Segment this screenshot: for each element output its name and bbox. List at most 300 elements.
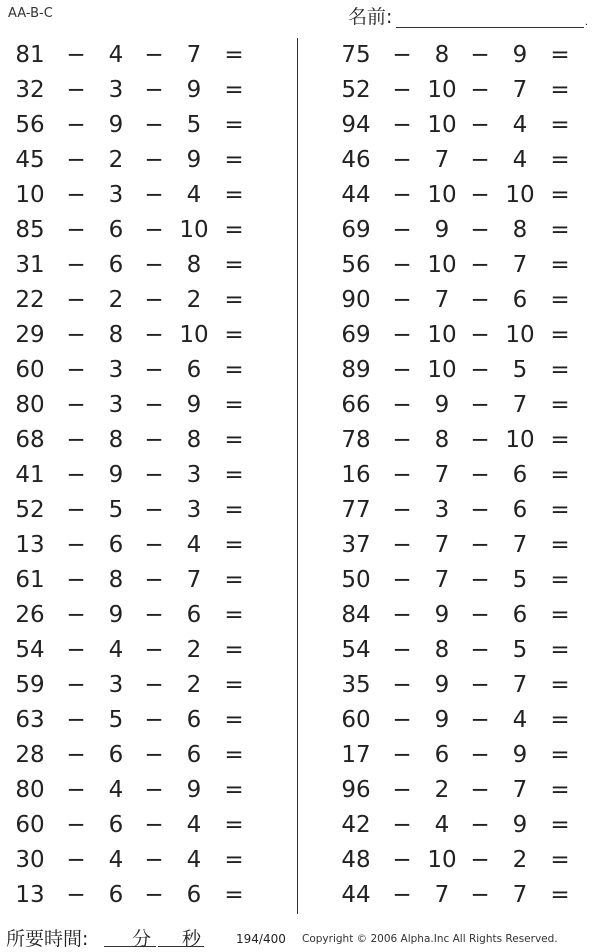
minuend: 17 [341, 742, 371, 768]
subtrahend-2: 5 [512, 637, 528, 663]
subtrahend-2: 6 [186, 707, 202, 733]
minuend: 26 [15, 602, 45, 628]
copyright: Copyright © 2006 Alpha.Inc All Rights Reserved. [302, 933, 558, 945]
subtrahend-2: 7 [512, 777, 528, 803]
problem-row [10, 703, 270, 738]
minus-sign: − [144, 287, 164, 313]
minus-sign: − [66, 707, 86, 733]
problem-row [336, 633, 596, 668]
equals-sign: = [550, 742, 570, 768]
subtrahend-1: 10 [427, 182, 457, 208]
minuend: 46 [341, 147, 371, 173]
minus-sign: − [470, 392, 490, 418]
minus-sign: − [470, 147, 490, 173]
minuend: 63 [15, 707, 45, 733]
minus-sign: − [144, 672, 164, 698]
subtrahend-2: 7 [512, 77, 528, 103]
subtrahend-2: 9 [186, 777, 202, 803]
minus-sign: − [392, 707, 412, 733]
minuend: 56 [15, 112, 45, 138]
minus-sign: − [66, 567, 86, 593]
equals-sign: = [224, 882, 244, 908]
name-field [348, 6, 588, 28]
subtrahend-1: 8 [108, 427, 124, 453]
minuend: 52 [341, 77, 371, 103]
equals-sign: = [550, 637, 570, 663]
minuend: 78 [341, 427, 371, 453]
minus-sign: − [66, 847, 86, 873]
equals-sign: = [550, 392, 570, 418]
minuend: 80 [15, 777, 45, 803]
equals-sign: = [224, 567, 244, 593]
minus-sign: − [470, 357, 490, 383]
minus-sign: − [66, 147, 86, 173]
minus-sign: − [392, 882, 412, 908]
equals-sign: = [224, 602, 244, 628]
subtrahend-1: 7 [434, 287, 450, 313]
minuend: 60 [15, 812, 45, 838]
subtrahend-2: 7 [186, 567, 202, 593]
equals-sign: = [550, 427, 570, 453]
subtrahend-2: 10 [179, 217, 209, 243]
subtrahend-2: 10 [505, 322, 535, 348]
minus-sign: − [144, 252, 164, 278]
minus-sign: − [144, 847, 164, 873]
left-problem-column [10, 38, 270, 913]
subtrahend-1: 10 [427, 112, 457, 138]
minus-sign: − [144, 42, 164, 68]
subtrahend-2: 7 [512, 672, 528, 698]
equals-sign: = [550, 112, 570, 138]
equals-sign: = [224, 42, 244, 68]
problem-row [10, 388, 270, 423]
problem-row [10, 73, 270, 108]
minus-sign: − [144, 77, 164, 103]
minus-sign: − [470, 672, 490, 698]
minus-sign: − [66, 672, 86, 698]
problem-row [10, 178, 270, 213]
problem-row [336, 143, 596, 178]
equals-sign: = [224, 742, 244, 768]
problem-row [336, 178, 596, 213]
problem-row [336, 808, 596, 843]
problem-row [336, 388, 596, 423]
problem-row [336, 318, 596, 353]
subtrahend-1: 9 [434, 392, 450, 418]
equals-sign: = [550, 497, 570, 523]
subtrahend-2: 5 [186, 112, 202, 138]
problem-row [336, 493, 596, 528]
minus-sign: − [470, 497, 490, 523]
minus-sign: − [470, 182, 490, 208]
subtrahend-1: 7 [434, 462, 450, 488]
subtrahend-1: 9 [434, 602, 450, 628]
problem-row [10, 808, 270, 843]
minus-sign: − [66, 497, 86, 523]
equals-sign: = [224, 637, 244, 663]
minuend: 50 [341, 567, 371, 593]
subtrahend-2: 5 [512, 567, 528, 593]
equals-sign: = [224, 112, 244, 138]
equals-sign: = [550, 77, 570, 103]
subtrahend-2: 2 [512, 847, 528, 873]
equals-sign: = [224, 182, 244, 208]
minuend: 52 [15, 497, 45, 523]
subtrahend-1: 6 [108, 812, 124, 838]
minuend: 66 [341, 392, 371, 418]
minus-sign: − [144, 322, 164, 348]
problem-row [336, 843, 596, 878]
subtrahend-2: 4 [186, 812, 202, 838]
equals-sign: = [224, 847, 244, 873]
minuend: 22 [15, 287, 45, 313]
problem-row [336, 458, 596, 493]
subtrahend-1: 3 [108, 357, 124, 383]
problem-row [10, 738, 270, 773]
subtrahend-1: 8 [434, 42, 450, 68]
subtrahend-1: 9 [108, 112, 124, 138]
minus-sign: − [470, 217, 490, 243]
minus-sign: − [144, 742, 164, 768]
minus-sign: − [470, 847, 490, 873]
minus-sign: − [66, 217, 86, 243]
problem-row [10, 423, 270, 458]
problem-row [10, 668, 270, 703]
subtrahend-1: 7 [434, 147, 450, 173]
problem-row [336, 248, 596, 283]
minuend: 68 [15, 427, 45, 453]
subtrahend-1: 3 [108, 392, 124, 418]
minuend: 54 [15, 637, 45, 663]
minus-sign: − [144, 392, 164, 418]
minus-sign: − [66, 882, 86, 908]
subtrahend-1: 10 [427, 847, 457, 873]
minus-sign: − [144, 567, 164, 593]
minus-sign: − [144, 357, 164, 383]
equals-sign: = [550, 567, 570, 593]
subtrahend-2: 3 [186, 462, 202, 488]
subtrahend-1: 7 [434, 882, 450, 908]
problem-row [336, 423, 596, 458]
equals-sign: = [224, 252, 244, 278]
subtrahend-2: 7 [512, 882, 528, 908]
subtrahend-2: 9 [186, 147, 202, 173]
minus-sign: − [392, 357, 412, 383]
subtrahend-2: 7 [512, 532, 528, 558]
minuend: 61 [15, 567, 45, 593]
subtrahend-1: 9 [434, 672, 450, 698]
equals-sign: = [224, 392, 244, 418]
minuend: 16 [341, 462, 371, 488]
equals-sign: = [224, 357, 244, 383]
minuend: 45 [15, 147, 45, 173]
minus-sign: − [392, 847, 412, 873]
subtrahend-1: 6 [108, 742, 124, 768]
subtrahend-1: 3 [108, 77, 124, 103]
equals-sign: = [550, 812, 570, 838]
minus-sign: − [470, 882, 490, 908]
subtrahend-1: 4 [434, 812, 450, 838]
minus-sign: − [470, 322, 490, 348]
minuend: 80 [15, 392, 45, 418]
problem-row [336, 668, 596, 703]
subtrahend-1: 8 [434, 427, 450, 453]
minus-sign: − [392, 112, 412, 138]
minus-sign: − [144, 707, 164, 733]
minus-sign: − [470, 112, 490, 138]
minus-sign: − [66, 427, 86, 453]
column-divider [297, 38, 298, 914]
minuend: 60 [341, 707, 371, 733]
subtrahend-2: 6 [186, 742, 202, 768]
minus-sign: − [392, 637, 412, 663]
minus-sign: − [470, 252, 490, 278]
problem-row [336, 528, 596, 563]
minus-sign: − [144, 532, 164, 558]
minus-sign: − [66, 777, 86, 803]
subtrahend-2: 4 [186, 532, 202, 558]
minus-sign: − [66, 392, 86, 418]
minuend: 29 [15, 322, 45, 348]
minus-sign: − [144, 882, 164, 908]
equals-sign: = [224, 147, 244, 173]
minus-sign: − [392, 182, 412, 208]
problem-row [336, 703, 596, 738]
problem-row [10, 108, 270, 143]
right-problem-column [336, 38, 596, 913]
minus-sign: − [392, 287, 412, 313]
subtrahend-1: 4 [108, 42, 124, 68]
subtrahend-1: 10 [427, 77, 457, 103]
equals-sign: = [224, 707, 244, 733]
problem-row [10, 563, 270, 598]
minus-sign: − [392, 497, 412, 523]
minus-sign: − [470, 42, 490, 68]
time-required-label: 所要時間: [6, 928, 89, 950]
problem-row [336, 38, 596, 73]
equals-sign: = [224, 322, 244, 348]
minus-sign: − [66, 602, 86, 628]
problem-row [336, 283, 596, 318]
minuend: 94 [341, 112, 371, 138]
subtrahend-1: 10 [427, 322, 457, 348]
minus-sign: − [392, 217, 412, 243]
minus-sign: − [392, 322, 412, 348]
subtrahend-2: 7 [512, 392, 528, 418]
name-dot: . [584, 17, 588, 28]
minuend: 44 [341, 882, 371, 908]
equals-sign: = [550, 147, 570, 173]
subtrahend-2: 3 [186, 497, 202, 523]
minus-sign: − [392, 812, 412, 838]
subtrahend-1: 6 [434, 742, 450, 768]
minuend: 96 [341, 777, 371, 803]
minuend: 54 [341, 637, 371, 663]
equals-sign: = [224, 287, 244, 313]
subtrahend-1: 3 [108, 672, 124, 698]
minus-sign: − [144, 112, 164, 138]
equals-sign: = [224, 462, 244, 488]
subtrahend-1: 6 [108, 252, 124, 278]
problem-row [10, 143, 270, 178]
equals-sign: = [550, 602, 570, 628]
minus-sign: − [66, 182, 86, 208]
subtrahend-2: 4 [186, 182, 202, 208]
problem-row [10, 248, 270, 283]
minus-sign: − [470, 602, 490, 628]
minuend: 35 [341, 672, 371, 698]
minuend: 89 [341, 357, 371, 383]
minus-sign: − [470, 742, 490, 768]
minuend: 90 [341, 287, 371, 313]
minus-sign: − [470, 637, 490, 663]
problem-row [10, 283, 270, 318]
minuend: 85 [15, 217, 45, 243]
subtrahend-2: 10 [505, 182, 535, 208]
subtrahend-2: 7 [186, 42, 202, 68]
minus-sign: − [66, 742, 86, 768]
minus-sign: − [66, 357, 86, 383]
worksheet-code: AA-B-C [8, 6, 53, 21]
subtrahend-2: 6 [512, 462, 528, 488]
minuend: 60 [15, 357, 45, 383]
subtrahend-1: 7 [434, 532, 450, 558]
minus-sign: − [392, 392, 412, 418]
minuend: 84 [341, 602, 371, 628]
minuend: 69 [341, 217, 371, 243]
subtrahend-1: 2 [108, 287, 124, 313]
minus-sign: − [66, 112, 86, 138]
minus-sign: − [66, 42, 86, 68]
minutes-unit: 分 [132, 928, 152, 950]
minus-sign: − [392, 567, 412, 593]
subtrahend-1: 6 [108, 532, 124, 558]
minuend: 42 [341, 812, 371, 838]
equals-sign: = [550, 777, 570, 803]
subtrahend-2: 6 [512, 497, 528, 523]
minuend: 56 [341, 252, 371, 278]
subtrahend-1: 4 [108, 637, 124, 663]
subtrahend-1: 4 [108, 777, 124, 803]
minus-sign: − [66, 812, 86, 838]
problem-row [10, 843, 270, 878]
minuend: 69 [341, 322, 371, 348]
problem-row [336, 598, 596, 633]
problem-row [336, 878, 596, 913]
minuend: 13 [15, 882, 45, 908]
problem-row [336, 353, 596, 388]
subtrahend-2: 2 [186, 637, 202, 663]
minus-sign: − [392, 147, 412, 173]
equals-sign: = [550, 672, 570, 698]
minuend: 77 [341, 497, 371, 523]
subtrahend-1: 9 [108, 602, 124, 628]
problem-row [10, 213, 270, 248]
subtrahend-1: 9 [108, 462, 124, 488]
equals-sign: = [550, 462, 570, 488]
subtrahend-2: 6 [186, 602, 202, 628]
minus-sign: − [144, 497, 164, 523]
equals-sign: = [550, 217, 570, 243]
subtrahend-2: 6 [186, 357, 202, 383]
minus-sign: − [144, 812, 164, 838]
name-underline [396, 27, 584, 28]
minuend: 28 [15, 742, 45, 768]
problem-row [10, 598, 270, 633]
subtrahend-1: 2 [434, 777, 450, 803]
equals-sign: = [224, 77, 244, 103]
minus-sign: − [470, 777, 490, 803]
equals-sign: = [550, 707, 570, 733]
equals-sign: = [550, 42, 570, 68]
problem-row [336, 773, 596, 808]
subtrahend-2: 4 [186, 847, 202, 873]
subtrahend-2: 4 [512, 147, 528, 173]
minus-sign: − [392, 672, 412, 698]
minus-sign: − [392, 462, 412, 488]
minus-sign: − [470, 77, 490, 103]
minus-sign: − [66, 77, 86, 103]
subtrahend-2: 9 [186, 392, 202, 418]
minus-sign: − [392, 777, 412, 803]
minus-sign: − [144, 427, 164, 453]
minus-sign: − [392, 427, 412, 453]
minuend: 37 [341, 532, 371, 558]
problem-row [10, 353, 270, 388]
minus-sign: − [470, 462, 490, 488]
problem-row [10, 773, 270, 808]
equals-sign: = [550, 287, 570, 313]
minuend: 59 [15, 672, 45, 698]
subtrahend-1: 10 [427, 357, 457, 383]
minus-sign: − [470, 287, 490, 313]
problem-row [336, 73, 596, 108]
subtrahend-2: 9 [512, 42, 528, 68]
problem-row [10, 528, 270, 563]
minus-sign: − [66, 637, 86, 663]
equals-sign: = [550, 357, 570, 383]
subtrahend-2: 4 [512, 707, 528, 733]
subtrahend-1: 5 [108, 707, 124, 733]
problem-row [336, 213, 596, 248]
minus-sign: − [144, 602, 164, 628]
minuend: 32 [15, 77, 45, 103]
problem-row [10, 493, 270, 528]
equals-sign: = [550, 252, 570, 278]
footer [0, 922, 600, 950]
subtrahend-2: 2 [186, 672, 202, 698]
problem-row [336, 108, 596, 143]
subtrahend-1: 5 [108, 497, 124, 523]
equals-sign: = [550, 532, 570, 558]
minus-sign: − [470, 532, 490, 558]
subtrahend-1: 10 [427, 252, 457, 278]
minus-sign: − [66, 322, 86, 348]
minus-sign: − [144, 217, 164, 243]
problem-row [10, 633, 270, 668]
minuend: 10 [15, 182, 45, 208]
minus-sign: − [470, 812, 490, 838]
minus-sign: − [144, 182, 164, 208]
subtrahend-2: 4 [512, 112, 528, 138]
equals-sign: = [224, 812, 244, 838]
subtrahend-1: 2 [108, 147, 124, 173]
subtrahend-2: 7 [512, 252, 528, 278]
subtrahend-2: 9 [512, 812, 528, 838]
equals-sign: = [224, 497, 244, 523]
subtrahend-1: 7 [434, 567, 450, 593]
minus-sign: − [66, 287, 86, 313]
